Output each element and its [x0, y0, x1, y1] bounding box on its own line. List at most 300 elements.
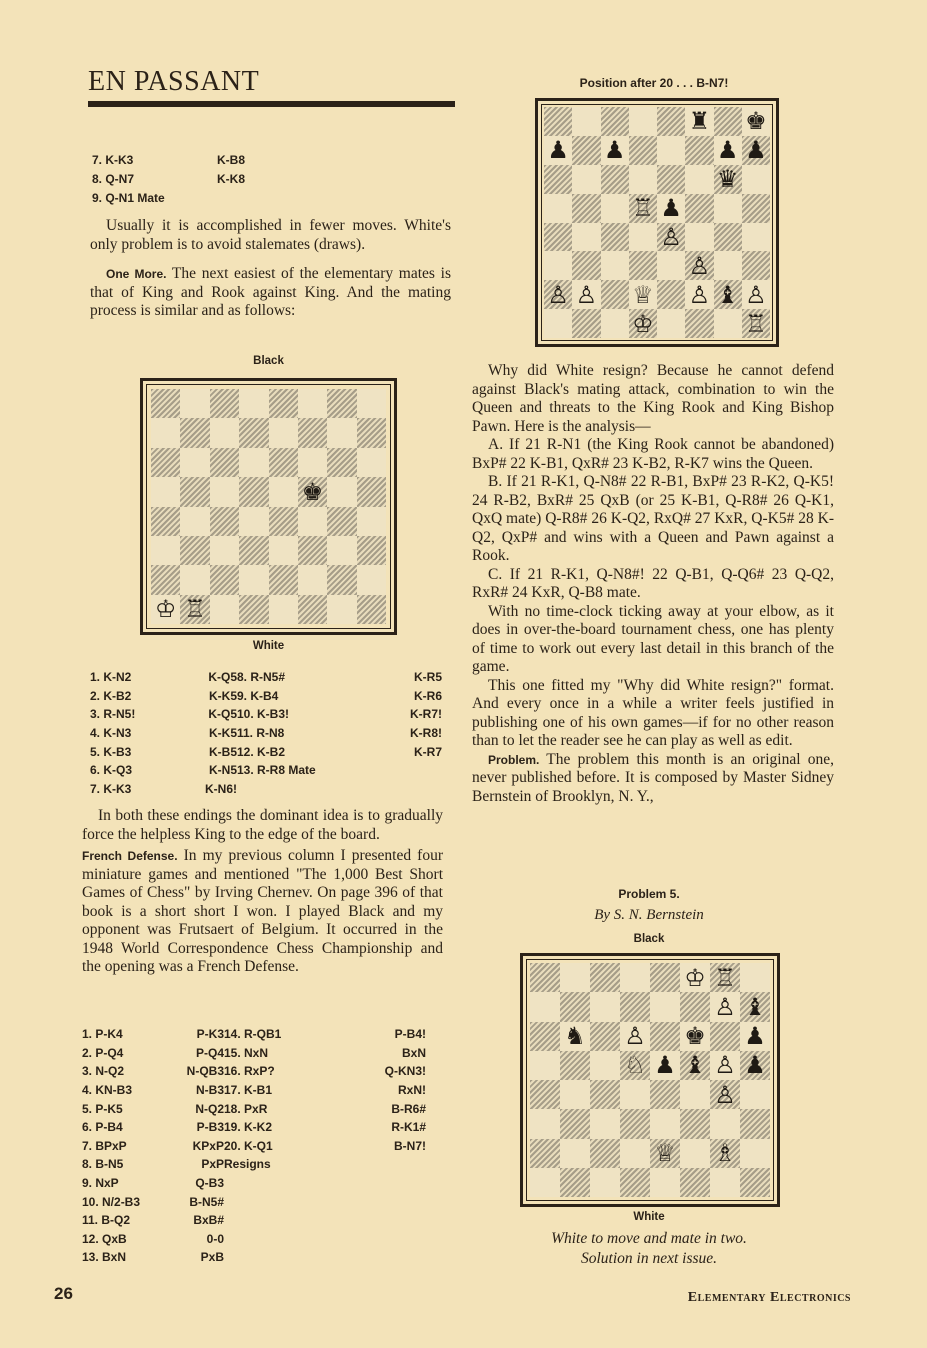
square-f7 [680, 992, 710, 1021]
chess-piece-a2: ♙ [547, 280, 569, 309]
square-f7 [685, 136, 713, 165]
move-row [82, 1081, 426, 1100]
square-f4 [680, 1080, 710, 1109]
black-move: P-B4! [394, 1027, 426, 1042]
square-g2 [714, 280, 742, 309]
square-g1 [710, 1168, 740, 1197]
chess-piece-a1: ♔ [154, 595, 177, 624]
square-a2 [151, 565, 180, 594]
square-h2 [357, 565, 386, 594]
problem-heading: Problem 5. [618, 887, 680, 901]
move-row [82, 1137, 426, 1156]
black-move: PxB [200, 1250, 224, 1265]
square-d2 [620, 1139, 650, 1168]
square-d7 [629, 136, 657, 165]
square-h8 [742, 107, 770, 136]
chess-piece-h8: ♚ [745, 107, 767, 136]
black-move: K-K5 [208, 726, 237, 741]
chess-piece-e5: ♟ [654, 1051, 676, 1080]
square-a6 [530, 1022, 560, 1051]
square-c3 [210, 536, 239, 565]
black-move: B-N7! [394, 1138, 426, 1153]
square-e8 [269, 389, 298, 418]
paragraph [82, 847, 443, 977]
square-f8 [298, 389, 327, 418]
lead-in: Problem. [488, 752, 540, 767]
square-e4 [269, 507, 298, 536]
square-b4 [180, 507, 209, 536]
chess-piece-g2: ♗ [714, 1139, 736, 1168]
chess-piece-f5: ♝ [684, 1051, 706, 1080]
square-h4 [357, 507, 386, 536]
chess-piece-e4: ♙ [660, 222, 682, 251]
square-f2 [685, 280, 713, 309]
paragraph: C. If 21 R-K1, Q-N8#! 22 Q-B1, Q-Q6# 23 Q-Q2, RxR# 24 KxR, Q-B8 mate. [472, 565, 834, 601]
chess-piece-h7: ♝ [744, 992, 766, 1021]
problem-byline: By S. N. Bernstein [594, 907, 704, 923]
move-row [90, 761, 442, 780]
square-g3 [710, 1109, 740, 1138]
square-d7 [239, 418, 268, 447]
move-row [90, 724, 442, 743]
square-d5 [239, 477, 268, 506]
black-move: R-K1# [391, 1120, 426, 1135]
white-move: 10. K-B3! [237, 707, 290, 722]
board2-caption: Position after 20 . . . B-N7! [579, 76, 729, 90]
chess-piece-f3: ♙ [688, 251, 711, 280]
square-e6 [269, 448, 298, 477]
black-move: K-R6 [413, 688, 442, 703]
square-e8 [650, 963, 680, 992]
square-f2 [298, 565, 327, 594]
white-move: 7. BPxP [82, 1138, 127, 1153]
white-move: 11. B-Q2 [82, 1213, 131, 1228]
black-move: K-R7! [410, 707, 442, 722]
white-move: 3. N-Q2 [82, 1064, 125, 1079]
right-text [472, 362, 834, 806]
square-e5 [650, 1051, 680, 1080]
chess-piece-b2: ♙ [575, 280, 598, 309]
black-move: N-QB3 [186, 1064, 224, 1079]
paragraph: In both these endings the dominant idea is to gradually force the helpless King to the edge of the board. [82, 807, 443, 843]
square-h5 [740, 1051, 770, 1080]
square-c6 [210, 448, 239, 477]
chess-piece-h7: ♟ [745, 136, 767, 165]
square-d2 [239, 565, 268, 594]
chess-piece-g4: ♙ [714, 1080, 736, 1109]
board1-bottom-label: White [252, 640, 285, 652]
white-move: 7. K-K3 [90, 781, 132, 796]
black-move: Q-KN3! [384, 1064, 426, 1079]
white-move [224, 1192, 344, 1211]
move-row [92, 189, 245, 208]
square-d8 [239, 389, 268, 418]
white-move: 9. K-B4 [237, 688, 279, 703]
title-rule [88, 101, 455, 107]
square-b4 [572, 223, 600, 252]
black-move: BxB# [193, 1213, 224, 1228]
square-b7 [572, 136, 600, 165]
black-move: Q-B3 [195, 1176, 224, 1191]
square-h6 [357, 448, 386, 477]
move-row [82, 1025, 426, 1044]
square-d1 [629, 309, 657, 338]
chess-piece-d6: ♙ [624, 1022, 646, 1051]
square-a7 [544, 136, 572, 165]
black-move: P-K3 [196, 1027, 224, 1042]
square-e6 [650, 1022, 680, 1051]
square-h7 [740, 992, 770, 1021]
white-move: 12. QxB [82, 1231, 127, 1246]
square-d5 [629, 194, 657, 223]
square-e2 [657, 280, 685, 309]
square-f1 [298, 595, 327, 624]
black-move: K-Q5 [208, 707, 237, 722]
square-c5 [210, 477, 239, 506]
square-f7 [298, 418, 327, 447]
square-h2 [742, 280, 770, 309]
white-move [224, 1248, 344, 1267]
move-row [90, 668, 442, 687]
square-d3 [620, 1109, 650, 1138]
white-move: 3. R-N5! [90, 707, 136, 722]
square-e4 [657, 223, 685, 252]
square-f4 [685, 223, 713, 252]
square-d6 [629, 165, 657, 194]
black-move: P-B3 [196, 1120, 224, 1135]
chessboard-game-position [535, 98, 779, 347]
square-c8 [590, 963, 620, 992]
black-move: K-N5 [208, 763, 237, 778]
white-move: 9. Q-N1 Mate [92, 191, 165, 205]
square-c1 [590, 1168, 620, 1197]
square-g6 [714, 165, 742, 194]
chess-piece-d5: ♘ [624, 1051, 646, 1080]
chess-piece-h5: ♟ [744, 1051, 766, 1080]
move-row [90, 780, 442, 799]
board3-grid [530, 963, 770, 1197]
square-a8 [151, 389, 180, 418]
black-move [352, 780, 442, 799]
square-f6 [298, 448, 327, 477]
square-e5 [269, 477, 298, 506]
square-e3 [657, 251, 685, 280]
square-a3 [530, 1109, 560, 1138]
square-a5 [151, 477, 180, 506]
rook-moves-table [90, 668, 442, 798]
square-b8 [572, 107, 600, 136]
square-a1 [530, 1168, 560, 1197]
square-f5 [685, 194, 713, 223]
square-c7 [601, 136, 629, 165]
square-d2 [629, 280, 657, 309]
square-g2 [327, 565, 356, 594]
square-g4 [327, 507, 356, 536]
square-h1 [742, 309, 770, 338]
black-move: K-R7 [413, 744, 442, 759]
square-b1 [560, 1168, 590, 1197]
move-row [90, 742, 442, 761]
square-d8 [629, 107, 657, 136]
square-a1 [544, 309, 572, 338]
chessboard-rook-ending [140, 378, 397, 635]
square-e6 [657, 165, 685, 194]
square-f3 [685, 251, 713, 280]
problem-footnote-2: Solution in next issue. [580, 1250, 718, 1267]
square-a3 [151, 536, 180, 565]
square-d4 [239, 507, 268, 536]
paragraph: A. If 21 R-N1 (the King Rook cannot be abandoned) BxP# 22 K-B1, QxR# 23 K-B2, R-K7 wins the Queen. [472, 436, 834, 472]
white-move: 8. R-N5# [237, 670, 286, 685]
black-move [344, 1230, 426, 1249]
paragraph: This one fitted my "Why did White resign?" format. And every once in a while a writer feels justified in publishing one of his own games—if for no other reason than to let the reader see he can play as well as edit. [472, 676, 834, 749]
white-move: 13. BxN [82, 1250, 127, 1265]
square-c8 [601, 107, 629, 136]
square-d3 [629, 251, 657, 280]
white-move: 2. K-B2 [90, 688, 132, 703]
square-f4 [298, 507, 327, 536]
square-b1 [180, 595, 209, 624]
square-e1 [269, 595, 298, 624]
square-a5 [530, 1051, 560, 1080]
paragraph: With no time-clock ticking away at your elbow, as it does in over-the-board tournament chess, one has plenty of time to work out every last detail in this branch of the game. [472, 602, 834, 675]
square-a7 [151, 418, 180, 447]
square-e5 [657, 194, 685, 223]
square-g1 [714, 309, 742, 338]
square-g5 [714, 194, 742, 223]
paragraph: Usually it is accomplished in fewer moves. White's only problem is to avoid stalemates (draws). [90, 217, 451, 253]
square-g7 [327, 418, 356, 447]
move-row [82, 1099, 426, 1118]
white-move: Resigns [224, 1157, 271, 1172]
square-f5 [680, 1051, 710, 1080]
square-a8 [530, 963, 560, 992]
square-c7 [590, 992, 620, 1021]
square-c1 [601, 309, 629, 338]
chess-piece-h6: ♟ [744, 1022, 766, 1051]
square-g8 [714, 107, 742, 136]
square-f6 [685, 165, 713, 194]
square-f8 [680, 963, 710, 992]
square-b2 [180, 565, 209, 594]
black-move [352, 761, 442, 780]
square-c3 [601, 251, 629, 280]
square-e7 [650, 992, 680, 1021]
square-f2 [680, 1139, 710, 1168]
square-h8 [357, 389, 386, 418]
square-e8 [657, 107, 685, 136]
square-b3 [180, 536, 209, 565]
move-row [82, 1230, 426, 1249]
page-title: EN PASSANT [88, 66, 260, 97]
black-move: K-K8 [217, 172, 246, 186]
black-move: B-N5# [189, 1194, 224, 1209]
white-move: 5. K-B3 [90, 744, 132, 759]
square-e7 [269, 418, 298, 447]
chessboard-problem [520, 953, 780, 1207]
board3-top-label: Black [633, 933, 665, 945]
square-d6 [239, 448, 268, 477]
square-d8 [620, 963, 650, 992]
square-e2 [650, 1139, 680, 1168]
square-f8 [685, 107, 713, 136]
move-row [82, 1118, 426, 1137]
square-b2 [560, 1139, 590, 1168]
square-f6 [680, 1022, 710, 1051]
page-number: 26 [54, 1284, 73, 1303]
square-c6 [601, 165, 629, 194]
square-g1 [327, 595, 356, 624]
top-moves [92, 151, 245, 208]
square-e4 [650, 1080, 680, 1109]
white-move: 17. K-B1 [224, 1083, 273, 1098]
move-row [82, 1044, 426, 1063]
square-b2 [572, 280, 600, 309]
black-move: K-R5 [413, 670, 442, 685]
black-move: RxN! [397, 1083, 426, 1098]
chess-piece-g7: ♟ [716, 136, 739, 165]
white-move: 13. R-R8 Mate [237, 763, 316, 778]
square-c5 [601, 194, 629, 223]
square-b7 [180, 418, 209, 447]
move-row [90, 705, 442, 724]
white-move: 8. Q-N7 [92, 172, 135, 186]
square-e3 [269, 536, 298, 565]
square-g3 [327, 536, 356, 565]
black-move: K-Q5 [208, 670, 237, 685]
white-move: 4. K-N3 [90, 726, 132, 741]
square-a6 [544, 165, 572, 194]
paragraph [472, 751, 834, 807]
white-move: 8. B-N5 [82, 1157, 124, 1172]
square-f3 [680, 1109, 710, 1138]
square-h4 [742, 223, 770, 252]
square-a7 [530, 992, 560, 1021]
white-move: 11. R-N8 [237, 726, 285, 741]
square-g6 [710, 1022, 740, 1051]
square-h3 [740, 1109, 770, 1138]
white-move: 2. P-Q4 [82, 1045, 124, 1060]
chess-piece-d2: ♕ [632, 280, 654, 309]
white-move: 9. NxP [82, 1176, 119, 1191]
chess-piece-f8: ♔ [684, 963, 706, 992]
square-d5 [620, 1051, 650, 1080]
black-move: N-Q2 [195, 1101, 224, 1116]
square-h3 [742, 251, 770, 280]
white-move: 19. K-K2 [224, 1120, 273, 1135]
square-c2 [590, 1139, 620, 1168]
black-move: K-R8! [410, 726, 442, 741]
problem-footnote-1: White to move and mate in two. [551, 1230, 747, 1247]
lead-in: One More. [106, 267, 167, 281]
black-move: 0-0 [206, 1231, 224, 1246]
square-a6 [151, 448, 180, 477]
chess-piece-g7: ♙ [714, 992, 736, 1021]
square-a4 [530, 1080, 560, 1109]
chess-piece-e2: ♕ [654, 1139, 676, 1168]
chess-piece-g6: ♛ [716, 165, 739, 194]
square-a1 [151, 595, 180, 624]
body-text [82, 807, 443, 977]
chess-piece-f5: ♚ [301, 477, 324, 506]
square-g2 [710, 1139, 740, 1168]
black-move [344, 1248, 426, 1267]
white-move: 6. P-B4 [82, 1120, 123, 1135]
square-a8 [544, 107, 572, 136]
white-move [224, 1174, 344, 1193]
square-b8 [560, 963, 590, 992]
move-row [92, 170, 245, 189]
move-row [82, 1062, 426, 1081]
square-b5 [180, 477, 209, 506]
square-h1 [357, 595, 386, 624]
square-c4 [590, 1080, 620, 1109]
square-b6 [180, 448, 209, 477]
square-g3 [714, 251, 742, 280]
chess-piece-e5: ♟ [660, 194, 682, 223]
square-b3 [572, 251, 600, 280]
white-move: 7. K-K3 [92, 153, 134, 167]
white-move: 4. KN-B3 [82, 1083, 133, 1098]
square-b8 [180, 389, 209, 418]
chess-piece-b1: ♖ [184, 595, 206, 624]
square-e7 [657, 136, 685, 165]
square-b6 [572, 165, 600, 194]
black-move [344, 1155, 426, 1174]
chess-piece-g5: ♙ [714, 1051, 736, 1080]
square-g5 [710, 1051, 740, 1080]
move-row [82, 1174, 426, 1193]
chess-piece-d5: ♖ [632, 194, 654, 223]
square-h5 [357, 477, 386, 506]
black-move: KPxP [192, 1138, 224, 1153]
square-e3 [650, 1109, 680, 1138]
white-move: 1. K-N2 [90, 670, 132, 685]
square-h1 [740, 1168, 770, 1197]
white-move [237, 780, 352, 799]
square-a4 [544, 223, 572, 252]
square-g6 [327, 448, 356, 477]
square-h6 [740, 1022, 770, 1051]
black-move [344, 1211, 426, 1230]
square-c2 [601, 280, 629, 309]
square-h5 [742, 194, 770, 223]
chess-piece-a7: ♟ [547, 136, 569, 165]
chess-piece-d1: ♔ [632, 309, 654, 338]
square-b5 [572, 194, 600, 223]
chess-piece-h2: ♙ [745, 280, 767, 309]
square-g7 [710, 992, 740, 1021]
square-f1 [680, 1168, 710, 1197]
square-g4 [710, 1080, 740, 1109]
square-e2 [269, 565, 298, 594]
square-g8 [710, 963, 740, 992]
square-f1 [685, 309, 713, 338]
square-h4 [740, 1080, 770, 1109]
black-move: N-B3 [195, 1083, 224, 1098]
paragraph [90, 265, 451, 321]
white-move: 6. K-Q3 [90, 763, 133, 778]
board2-grid [544, 107, 770, 338]
white-move [224, 1230, 344, 1249]
lead-in: French Defense. [82, 849, 178, 863]
black-move: K-K5 [208, 688, 237, 703]
white-move: 15. NxN [224, 1045, 269, 1060]
white-move [224, 1211, 344, 1230]
square-h7 [742, 136, 770, 165]
black-move [344, 1174, 426, 1193]
board1-top-label: Black [253, 355, 284, 367]
